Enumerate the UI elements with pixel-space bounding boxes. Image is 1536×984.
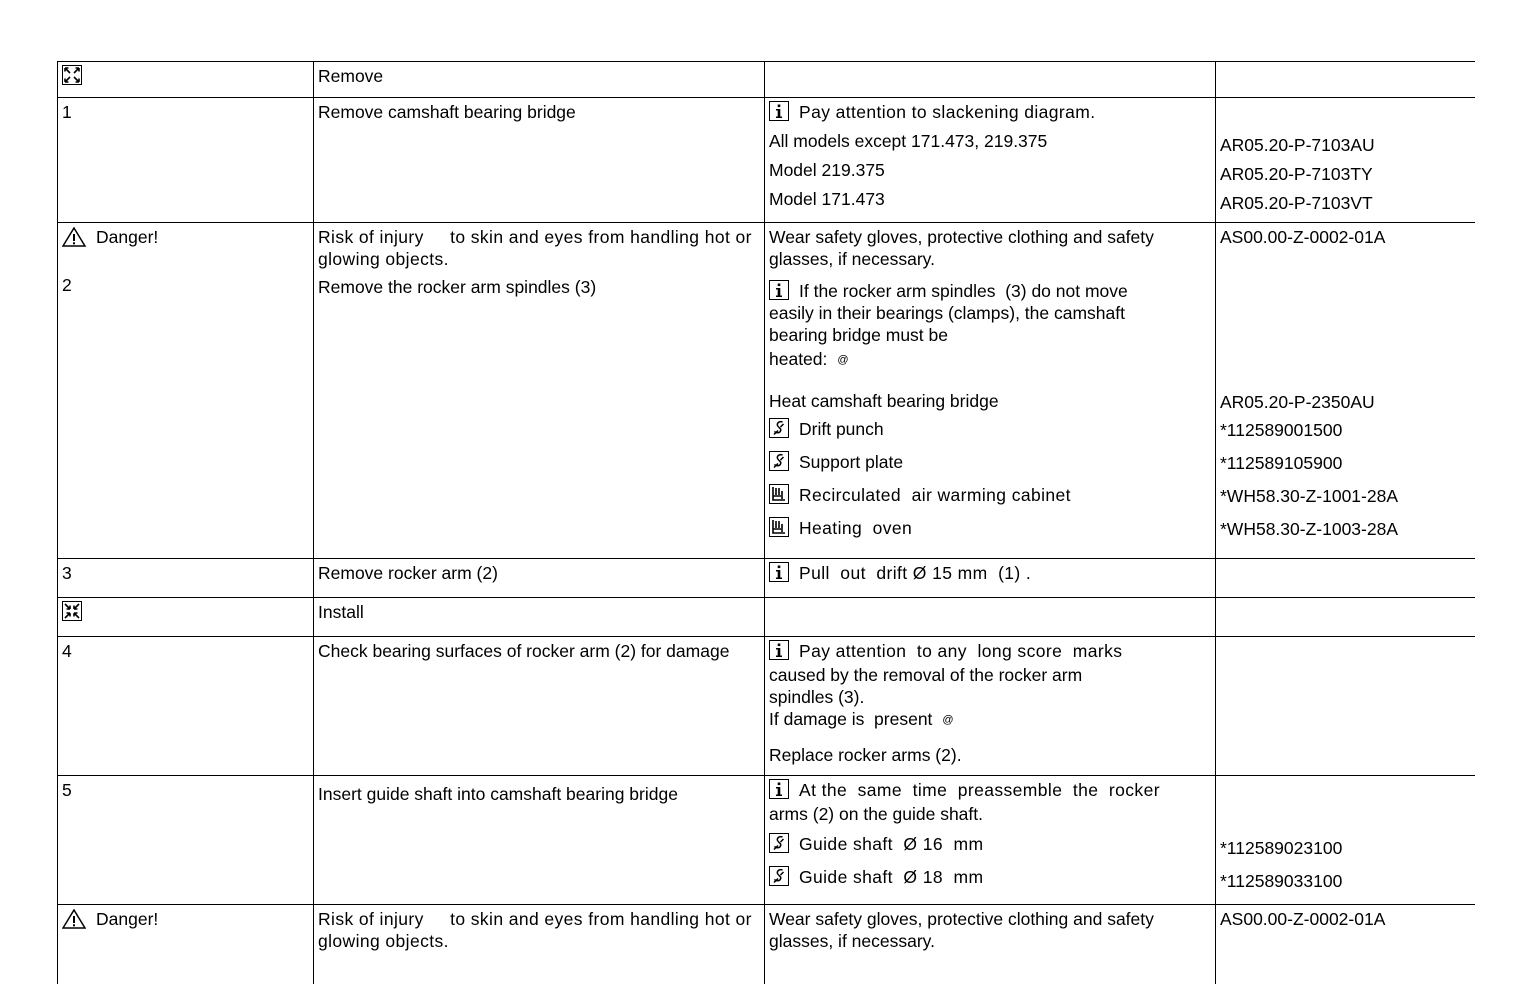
model-line: All models except 171.473, 219.375 xyxy=(769,131,1048,151)
tool-part-number: *112589033100 xyxy=(1220,871,1343,891)
work-steps-table xyxy=(57,61,1475,984)
tool-line: Recirculated air warming cabinet xyxy=(769,484,1211,506)
info-icon xyxy=(769,779,789,799)
tool-part-number: *112589001500 xyxy=(1220,420,1343,440)
reference-link[interactable]: AR05.20-P-2350AU xyxy=(1220,392,1375,412)
arrow-symbol: @ xyxy=(942,714,954,727)
danger-label: Danger! xyxy=(62,226,309,248)
step-row xyxy=(58,776,1476,905)
step-number: 4 xyxy=(58,637,314,776)
tool-line: Drift punch xyxy=(769,418,1211,440)
reference-link[interactable]: AR05.20-P-7103AU xyxy=(1220,135,1375,155)
action-text: Replace rocker arms (2). xyxy=(769,745,962,766)
warning-triangle-icon xyxy=(62,227,86,247)
remove-label: Remove xyxy=(314,62,765,98)
step-number: 2 xyxy=(62,275,72,295)
warning-triangle-icon xyxy=(62,909,86,929)
special-tool-icon xyxy=(769,451,789,471)
info-icon xyxy=(769,562,789,582)
info-icon xyxy=(769,280,789,300)
tool-part-number: *112589105900 xyxy=(1220,453,1343,473)
info-icon xyxy=(769,640,789,660)
info-note-first-line: At the same time preassemble the rocker xyxy=(799,780,1160,800)
step-row xyxy=(58,637,1476,776)
danger-risk-text: Risk of injury to skin and eyes from handling hot or glowing objects. xyxy=(318,227,758,269)
reference-link[interactable]: AS00.00-Z-0002-01A xyxy=(1220,227,1386,247)
remove-section-row xyxy=(58,62,1476,98)
step-title: Remove camshaft bearing bridge xyxy=(314,98,765,223)
step-title: Insert guide shaft into camshaft bearing bridge xyxy=(314,776,765,905)
tool-part-number: *112589023100 xyxy=(1220,838,1343,858)
info-note: Pull out drift Ø 15 mm (1) . xyxy=(799,563,1032,583)
install-icon xyxy=(62,601,82,621)
tool-line: Guide shaft Ø 18 mm xyxy=(769,866,1211,888)
step-number: 3 xyxy=(58,559,314,598)
special-tool-icon xyxy=(769,833,789,853)
safety-measures-text: Wear safety gloves, protective clothing and safety glasses, if necessary. xyxy=(769,909,1154,951)
tool-part-number: *WH58.30-Z-1001-28A xyxy=(1220,486,1398,506)
special-tool-icon xyxy=(769,866,789,886)
safety-measures-text: Wear safety gloves, protective clothing and safety glasses, if necessary. xyxy=(769,227,1154,269)
step-title: Remove the rocker arm spindles (3) xyxy=(318,277,597,297)
info-note-continued: easily in their bearings (clamps), the camshaft bearing bridge must be xyxy=(769,303,1125,345)
step-title: Check bearing surfaces of rocker arm (2) for damage xyxy=(314,637,765,776)
repair-instructions-document xyxy=(57,61,1475,984)
arrow-symbol: @ xyxy=(837,354,849,367)
step-number: 5 xyxy=(58,776,314,905)
step-row xyxy=(58,98,1476,223)
danger-risk-text: Risk of injury to skin and eyes from handling hot or glowing objects. xyxy=(318,909,758,951)
install-label: Install xyxy=(314,598,765,637)
model-line: Model 219.375 xyxy=(769,160,885,180)
install-section-row xyxy=(58,598,1476,637)
condition-text: If damage is present xyxy=(769,709,933,729)
danger-label: Danger! xyxy=(62,908,309,930)
info-note-first-line: If the rocker arm spindles (3) do not move xyxy=(799,281,1128,301)
step-row xyxy=(58,559,1476,598)
tool-part-number: *WH58.30-Z-1003-28A xyxy=(1220,519,1398,539)
heat-instruction: Heat camshaft bearing bridge xyxy=(769,391,999,412)
tool-line: Support plate xyxy=(769,451,1211,473)
workshop-equipment-icon xyxy=(769,484,789,504)
info-note: Pay attention to slackening diagram. xyxy=(799,102,1096,122)
special-tool-icon xyxy=(769,418,789,438)
model-line: Model 171.473 xyxy=(769,189,885,209)
remove-cell xyxy=(58,62,314,98)
step-title: Remove rocker arm (2) xyxy=(314,559,765,598)
reference-link[interactable]: AR05.20-P-7103VT xyxy=(1220,193,1373,213)
info-icon xyxy=(769,101,789,121)
info-note-continued: caused by the removal of the rocker arm spindles (3). xyxy=(769,665,1083,707)
workshop-equipment-icon xyxy=(769,517,789,537)
reference-link[interactable]: AS00.00-Z-0002-01A xyxy=(1220,909,1386,929)
danger-row xyxy=(58,905,1476,984)
info-note-first-line: Pay attention to any long score marks xyxy=(799,641,1123,661)
step-row xyxy=(58,223,1476,559)
info-note-continued: arms (2) on the guide shaft. xyxy=(769,804,983,824)
tool-line: Guide shaft Ø 16 mm xyxy=(769,833,1211,855)
reference-link[interactable]: AR05.20-P-7103TY xyxy=(1220,164,1373,184)
tool-line: Heating oven xyxy=(769,517,1211,539)
step-number: 1 xyxy=(58,98,314,223)
remove-icon xyxy=(62,65,82,85)
note-tail: heated: xyxy=(769,349,828,369)
